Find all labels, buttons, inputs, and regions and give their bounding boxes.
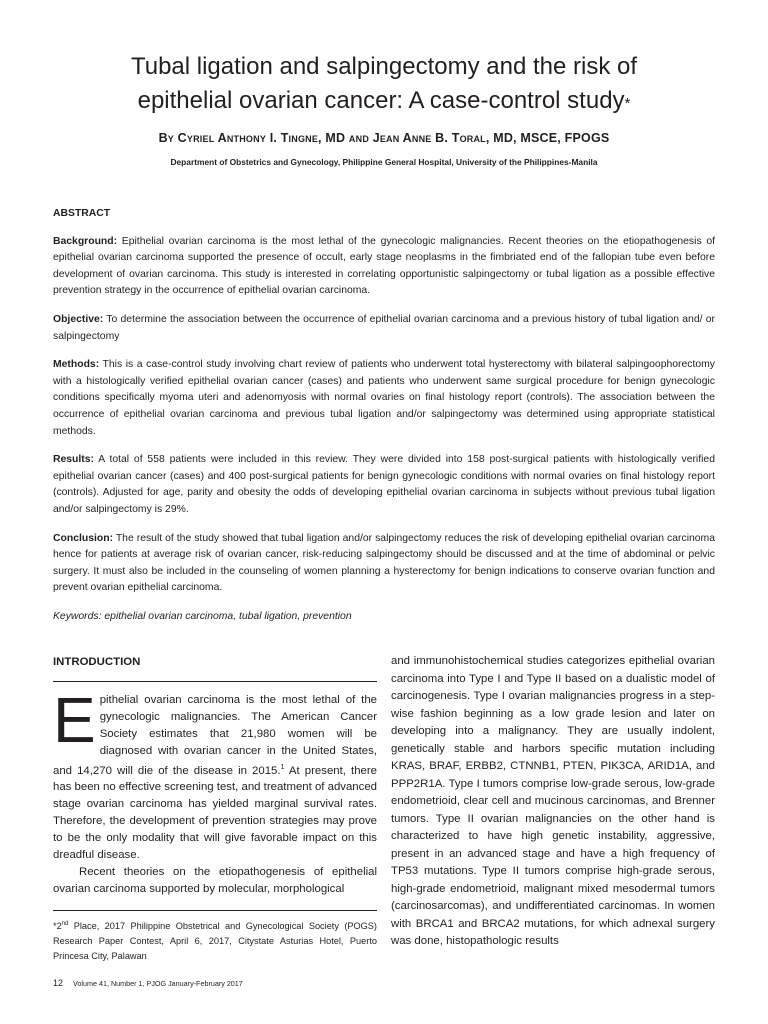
right-column [391, 653, 715, 951]
methods-text: This is a case-control study involving chart review of patients who underwent total hysterectomy with bilateral salpingoophorectomy with a histologically verified epithelial ovarian cancer (cases) and patients who underwent same surgical procedure for benign gynecologic conditions specifically myoma uteri and adenomyosis with normal ovaries on final histology report (controls). The association between the occurrence of epithelial ovarian carcinoma and previous tubal ligation and/or salpingectomy was determined using appropriate statistical methods. [53, 359, 715, 437]
conclusion-label: Conclusion: [53, 532, 114, 544]
journal-citation: Volume 41, Number 1, PJOG January-February 2017 [73, 979, 243, 988]
abstract-heading: ABSTRACT [53, 208, 111, 219]
results-label: Results: [53, 454, 94, 466]
intro-p1-text-b: At present, there has been no effective screening test, and treatment of advanced stage ovarian carcinoma has yielded marginal survival rates. Therefore, the development of prevention strategies may prove to be the only modality that will give favorable impact on this dreadful disease. [53, 764, 378, 861]
objective-label: Objective: [53, 313, 104, 325]
intro-right-column-text: and immunohistochemical studies categorizes epithelial ovarian carcinoma into Type I and Type II based on a dualistic model of carcinogenesis. Type I ovarian malignancies progress in a step-wise fashion beginning as a low grade lesion and later on developing into a malignancy. They are usually indolent, genetically stable and harbors specific mutation including KRAS, BRAF, ERBB2, CTNNB1, PTEN, PIK3CA, ARID1A, and PPP2R1A. Type I tumors comprise low-grade serous, low-grade endometrioid, clear cell and mucinous carcinomas, and Brenner tumors. Type II ovarian malignancies on the other hand is characterized to have high genetic instability, aggressive, present in an advanced stage and have a high frequency of TP53 mutations. Type II tumors comprise high-grade serous, high-grade endometrioid, malignant mixed mesodermal tumors (carcinosarcomas), and undifferentiated carcinomas. In women with BRCA1 and BRCA2 mutations, for which adnexal surgery was done, histopathologic results [391, 655, 715, 947]
heading-rule [53, 681, 377, 682]
title-marker: * [624, 95, 631, 112]
background-text: Epithelial ovarian carcinoma is the most lethal of the gynecologic malignancies. Recent theories on the etiopathogenesis of epithelial ovarian carcinoma supported the presence of occult, early stage neoplasms in the fimbriated end of the fallopian tube even before development of ovarian carcinoma. This study is interested in correlating opportunistic salpingectomy or tubal ligation as a possible effective prevention strategy in the occurrence of epithelial ovarian carcinoma. [53, 235, 715, 297]
abstract-conclusion [53, 531, 715, 597]
introduction-heading: INTRODUCTION [53, 656, 141, 668]
abstract-methods [53, 357, 715, 440]
footnote [53, 910, 377, 964]
abstract-section [53, 206, 715, 637]
abstract-results [53, 452, 715, 518]
page-footer [53, 978, 243, 988]
abstract-background [53, 234, 715, 300]
intro-paragraph-1 [53, 683, 378, 864]
affiliation-line: Department of Obstetrics and Gynecology, Philippine General Hospital, University of the Philippines-Manila [170, 157, 598, 167]
background-label: Background: [53, 235, 118, 247]
keywords: Keywords: epithelial ovarian carcinoma, tubal ligation, prevention [53, 610, 352, 622]
title-line-2-text: epithelial ovarian cancer: A case-control study [137, 87, 625, 114]
page-number: 12 [53, 978, 64, 988]
article-title [60, 50, 708, 121]
drop-cap: E [53, 683, 96, 756]
title-line-1: Tubal ligation and salpingectomy and the risk of [130, 53, 638, 80]
footnote-marker: *2 [53, 921, 62, 932]
left-column [53, 654, 377, 898]
intro-p1-text-a: pithelial ovarian carcinoma is the most lethal of the gynecologic malignancies. The American Cancer Society estimates that 21,980 women will be diagnosed with ovarian cancer in the United States, and 14,270 will die of the disease in 2015. [53, 693, 377, 777]
title-line-2 [60, 84, 708, 121]
methods-label: Methods: [53, 359, 100, 371]
results-text: A total of 558 patients were included in this review. They were divided into 158 post-surgical patients with histologically verified epithelial ovarian cancer (cases) and 400 post-surgical patients for benign gynecologic conditions with normal ovaries on final histology report (controls). Adjusted for age, parity and obesity the odds of developing epithelial ovarian carcinoma in subjects without previous tubal ligation and/or salpingectomy is 29%. [53, 454, 715, 515]
intro-paragraph-2: Recent theories on the etiopathogenesis of epithelial ovarian carcinoma supported by molecular, morphological [53, 865, 377, 895]
author-line: By Cyriel Anthony I. Tingne, MD and Jean Anne B. Toral, MD, MSCE, FPOGS [158, 131, 610, 145]
footnote-sup: nd [61, 921, 69, 927]
conclusion-text: The result of the study showed that tubal ligation and/or salpingectomy reduces the risk of developing epithelial ovarian carcinoma hence for patients at average risk of ovarian cancer, risk-reducing salpingectomy should be discussed and at the time of abdominal or pelvic surgery. It must also be included in the counseling of women planning a hysterectomy for benign indications to conserve ovarian function and prevent ovarian epithelial carcinoma. [53, 532, 715, 594]
abstract-objective [53, 312, 715, 345]
objective-text: To determine the association between the occurrence of epithelial ovarian carcinoma and a previous history of tubal ligation and/ or salpingectomy [53, 313, 715, 342]
citation-ref: 1 [280, 763, 285, 771]
footnote-text: Place, 2017 Philippine Obstetrical and Gynecological Society (POGS) Research Paper Contest, April 6, 2017, Citystate Asturias Hotel, Puerto Princesa City, Palawan [53, 921, 377, 962]
